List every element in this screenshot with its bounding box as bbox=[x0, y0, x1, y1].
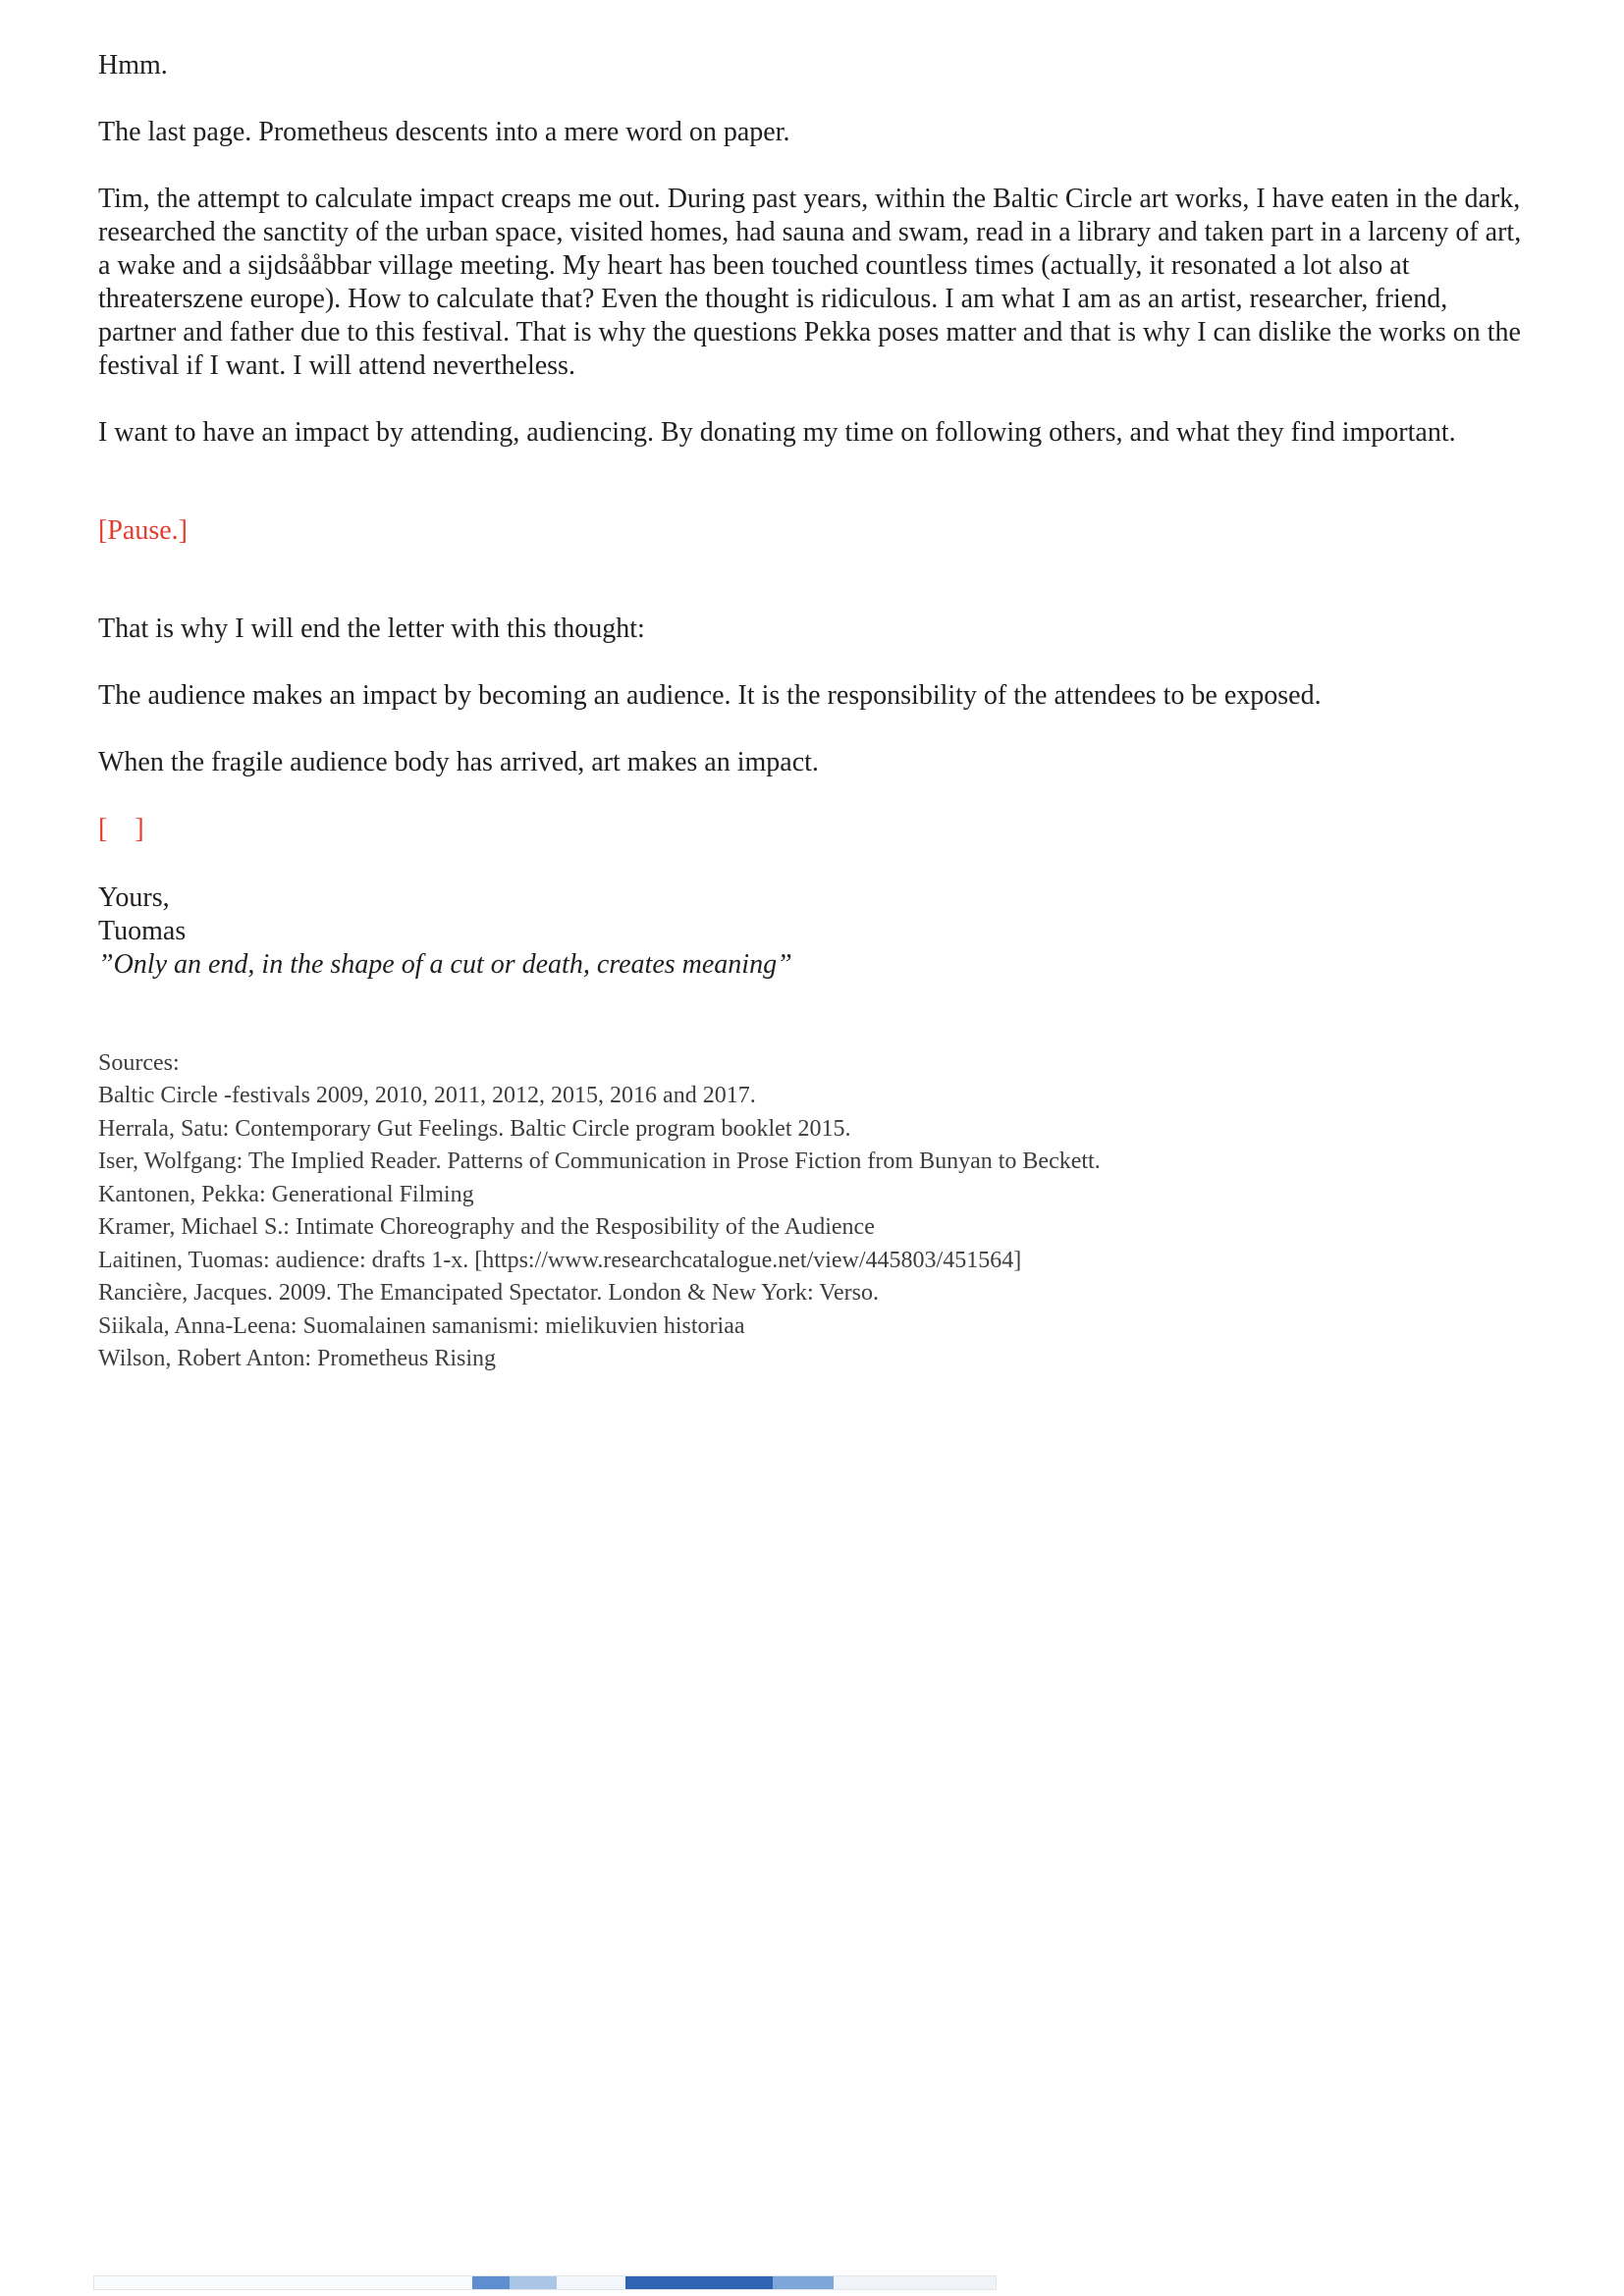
page-progress-bar[interactable] bbox=[93, 2275, 997, 2290]
source-item: Iser, Wolfgang: The Implied Reader. Patterns of Communication in Prose Fiction from Bunyan to Beckett. bbox=[98, 1148, 1101, 1174]
letter-paragraph-lastpage: The last page. Prometheus descents into a mere word on paper. bbox=[98, 117, 790, 147]
source-item: Herrala, Satu: Contemporary Gut Feelings. Baltic Circle program booklet 2015. bbox=[98, 1115, 851, 1142]
progress-segment[interactable] bbox=[625, 2276, 773, 2289]
progress-segment[interactable] bbox=[834, 2276, 996, 2289]
sources-list bbox=[98, 1080, 1522, 1376]
letter-body bbox=[98, 49, 1522, 1376]
sources-heading: Sources: bbox=[98, 1050, 180, 1076]
letter-paragraph-main: Tim, the attempt to calculate impact creaps me out. During past years, within the Baltic Circle art works, I have eaten in the dark, researched the sanctity of the urban space, visited homes, had sauna and swam, read in a library and taken part in a larceny of art, a wake and a sijdsååbbar village meeting. My heart has been touched countless times (actually, it resonated a lot also at threaterszene europe). How to calculate that? Even the thought is ridiculous. I am what I am as an artist, researcher, friend, partner and father due to this festival. That is why the questions Pekka poses matter and that is why I can dislike the works on the festival if I want. I will attend nevertheless. bbox=[98, 184, 1522, 381]
progress-segment[interactable] bbox=[773, 2276, 834, 2289]
source-item: Kramer, Michael S.: Intimate Choreography and the Resposibility of the Audience bbox=[98, 1214, 875, 1240]
progress-segment[interactable] bbox=[94, 2276, 472, 2289]
progress-segment[interactable] bbox=[472, 2276, 510, 2289]
letter-paragraph-fragile: When the fragile audience body has arrived, art makes an impact. bbox=[98, 747, 819, 777]
source-item: Baltic Circle -festivals 2009, 2010, 2011, 2012, 2015, 2016 and 2017. bbox=[98, 1083, 756, 1108]
letter-paragraph-audience: The audience makes an impact by becoming an audience. It is the responsibility of the attendees to be exposed. bbox=[98, 680, 1322, 711]
letter-paragraph-opening: Hmm. bbox=[98, 50, 168, 80]
closing-quote: ”Only an end, in the shape of a cut or death, creates meaning” bbox=[98, 949, 792, 980]
empty-bracket-marker: [ ] bbox=[98, 814, 144, 844]
source-item: Laitinen, Tuomas: audience: drafts 1-x. [https://www.researchcatalogue.net/view/445803/451564] bbox=[98, 1247, 1022, 1273]
source-item: Kantonen, Pekka: Generational Filming bbox=[98, 1181, 474, 1207]
progress-segment[interactable] bbox=[510, 2276, 557, 2289]
letter-paragraph-thought-intro: That is why I will end the letter with this thought: bbox=[98, 614, 645, 644]
source-item: Rancière, Jacques. 2009. The Emancipated Spectator. London & New York: Verso. bbox=[98, 1280, 879, 1306]
signoff: Yours, bbox=[98, 882, 170, 913]
source-item: Wilson, Robert Anton: Prometheus Rising bbox=[98, 1346, 497, 1371]
pause-marker: [Pause.] bbox=[98, 515, 188, 546]
signature-block bbox=[98, 881, 1522, 982]
source-item: Siikala, Anna-Leena: Suomalainen samanismi: mielikuvien historiaa bbox=[98, 1312, 745, 1339]
letter-paragraph-impact: I want to have an impact by attending, audiencing. By donating my time on following others, and what they find important. bbox=[98, 417, 1456, 448]
progress-segment[interactable] bbox=[557, 2276, 625, 2289]
signature-name: Tuomas bbox=[98, 916, 187, 946]
